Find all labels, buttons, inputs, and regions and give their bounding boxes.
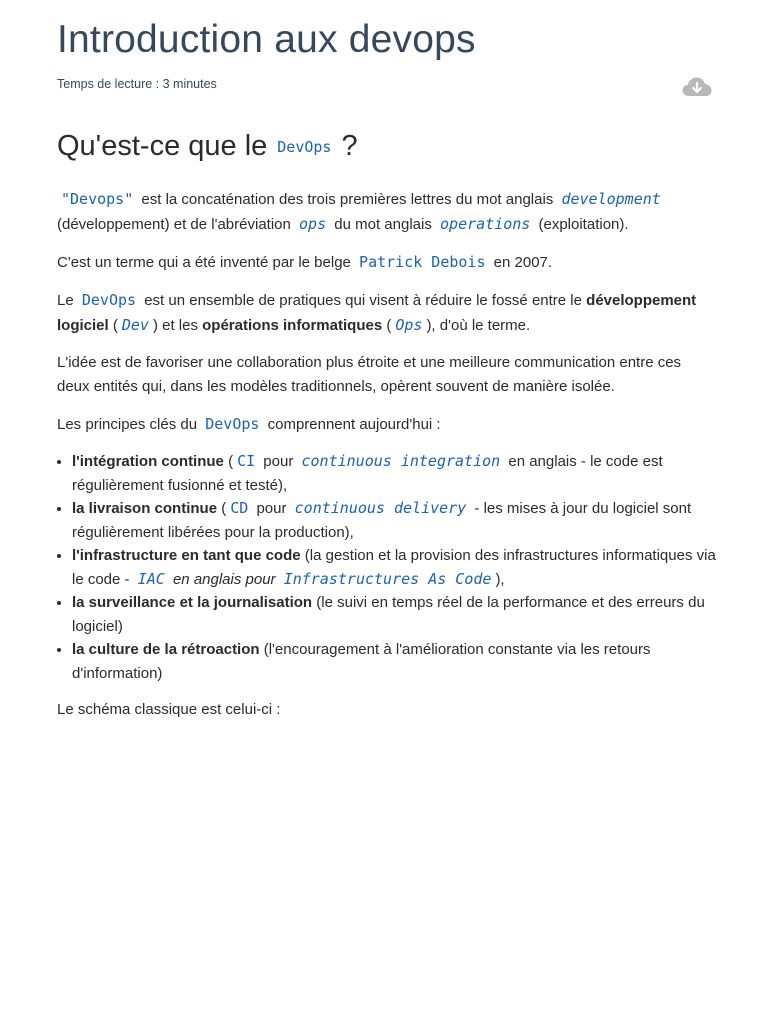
bold-dev: développement logiciel — [57, 292, 697, 334]
code-continuous-delivery: continuous delivery — [294, 499, 467, 517]
code-devops-quoted: "Devops" — [61, 190, 134, 208]
text: ), — [495, 570, 505, 588]
text: comprennent aujourd'hui : — [263, 416, 441, 433]
code-ci: CI — [237, 452, 256, 470]
text: pour — [252, 500, 291, 517]
code-continuous-integration: continuous integration — [301, 452, 501, 470]
text: ( — [382, 317, 392, 334]
code-ops-short: Ops — [395, 316, 423, 334]
code-ops: ops — [299, 215, 327, 233]
bold-ops: opérations informatiques — [202, 317, 383, 334]
text: (la gestion et la provision des infrastructures informatiques via le code - — [72, 547, 716, 588]
bold-term: l'intégration continue — [72, 453, 224, 470]
text: du mot anglais — [330, 216, 437, 233]
code-operations: operations — [440, 215, 531, 233]
principles-list — [57, 450, 717, 685]
list-item — [72, 497, 717, 544]
code-patrick-debois: Patrick Debois — [359, 253, 486, 271]
text: pour — [259, 453, 298, 470]
bold-term: l'infrastructure en tant que code — [72, 547, 301, 564]
text: C'est un terme qui a été inventé par le belge — [57, 254, 356, 271]
paragraph-schema-intro: Le schéma classique est celui-ci : — [57, 701, 281, 718]
list-item — [72, 450, 717, 497]
text: ), d'où le terme. — [426, 317, 531, 334]
paragraph-definition — [57, 187, 717, 237]
text: ( — [217, 500, 227, 517]
bold-term: la culture de la rétroaction — [72, 641, 260, 658]
text: (développement) et de l'abréviation — [57, 216, 296, 233]
text: ) et les — [152, 317, 203, 334]
cloud-download-icon — [681, 74, 713, 102]
list-item — [72, 638, 717, 685]
download-button[interactable] — [681, 74, 713, 102]
section-heading-code: DevOps — [277, 138, 332, 157]
text: (exploitation). — [534, 216, 629, 233]
section-heading — [57, 130, 358, 163]
text: en anglais pour — [168, 570, 280, 588]
text: est la concaténation des trois premières lettres du mot anglais — [137, 191, 558, 208]
text: est un ensemble de pratiques qui visent à réduire le fossé entre le — [140, 292, 587, 309]
reading-time: Temps de lecture : 3 minutes — [57, 77, 217, 91]
code-dev: Dev — [121, 316, 149, 334]
text: Les principes clés du — [57, 416, 202, 433]
text: ( — [223, 453, 234, 470]
text: en anglais - le code est régulièrement fusionné et testé), — [72, 453, 663, 494]
text: ( — [108, 317, 118, 334]
list-item — [72, 591, 717, 638]
paragraph-collaboration: L'idée est de favoriser une collaboration plus étroite et une meilleure communication entre ces deux entités qui, dans les modèles traditionnels, opèrent souvent de manière isolée. — [57, 354, 682, 395]
text: (l'encouragement à l'amélioration constante via les retours d'information) — [72, 641, 651, 682]
section-heading-text: Qu'est-ce que le — [57, 130, 268, 162]
list-item — [72, 544, 717, 591]
paragraph-inventor — [57, 250, 717, 275]
text: en 2007. — [489, 254, 553, 271]
code-development: development — [561, 190, 661, 208]
paragraph-practices — [57, 288, 717, 338]
code-iac: IAC — [137, 569, 165, 588]
paragraph-principles-intro — [57, 412, 717, 437]
text: - les mises à jour du logiciel sont régulièrement libérées pour la production), — [72, 500, 692, 541]
article-body — [57, 187, 717, 735]
bold-term: la livraison continue — [72, 500, 218, 517]
bold-term: la surveillance et la journalisation — [72, 594, 313, 611]
code-devops: DevOps — [81, 291, 137, 309]
code-devops: DevOps — [205, 415, 260, 433]
text: (le suivi en temps réel de la performance et des erreurs du logiciel) — [72, 594, 705, 635]
code-infrastructures-as-code: Infrastructures As Code — [283, 569, 492, 588]
text: Le — [57, 292, 78, 309]
page-title: Introduction aux devops — [57, 18, 476, 61]
code-cd: CD — [230, 499, 249, 517]
section-heading-suffix: ? — [341, 130, 358, 162]
